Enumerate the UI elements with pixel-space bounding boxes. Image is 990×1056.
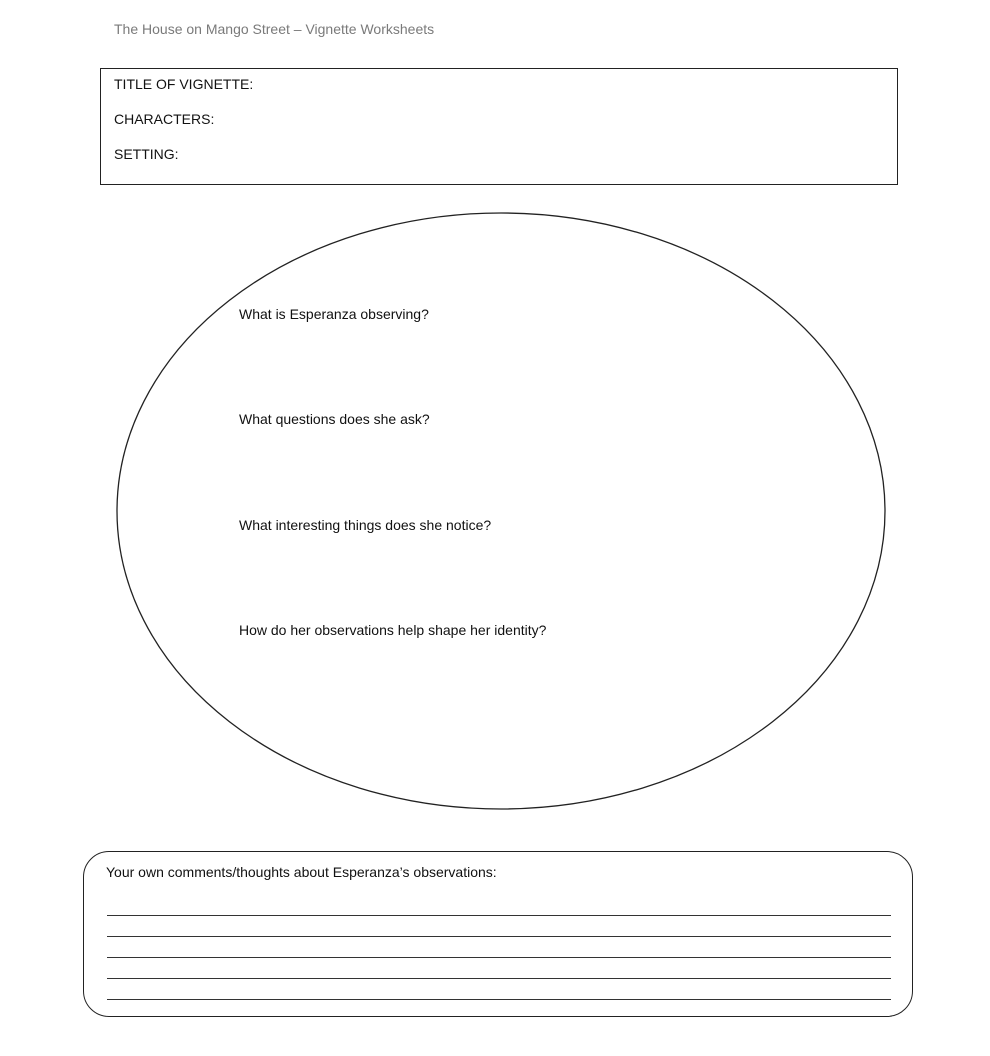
question-asks: What questions does she ask? <box>239 411 430 427</box>
characters-label: CHARACTERS: <box>114 111 215 127</box>
writing-line[interactable] <box>107 978 891 979</box>
setting-label: SETTING: <box>114 146 179 162</box>
question-notices: What interesting things does she notice? <box>239 517 492 533</box>
writing-line[interactable] <box>107 999 891 1000</box>
observation-ellipse-outline <box>117 213 885 809</box>
writing-line[interactable] <box>107 957 891 958</box>
question-identity: How do her observations help shape her identity? <box>239 622 547 638</box>
writing-line[interactable] <box>107 936 891 937</box>
writing-line[interactable] <box>107 915 891 916</box>
comments-box <box>83 851 913 1017</box>
question-observing: What is Esperanza observing? <box>239 306 429 322</box>
title-of-vignette-label: TITLE OF VIGNETTE: <box>114 76 254 92</box>
comments-prompt: Your own comments/thoughts about Esperanza’s observations: <box>106 864 497 880</box>
document-header-title: The House on Mango Street – Vignette Worksheets <box>114 21 435 37</box>
vignette-info-box <box>100 68 898 185</box>
